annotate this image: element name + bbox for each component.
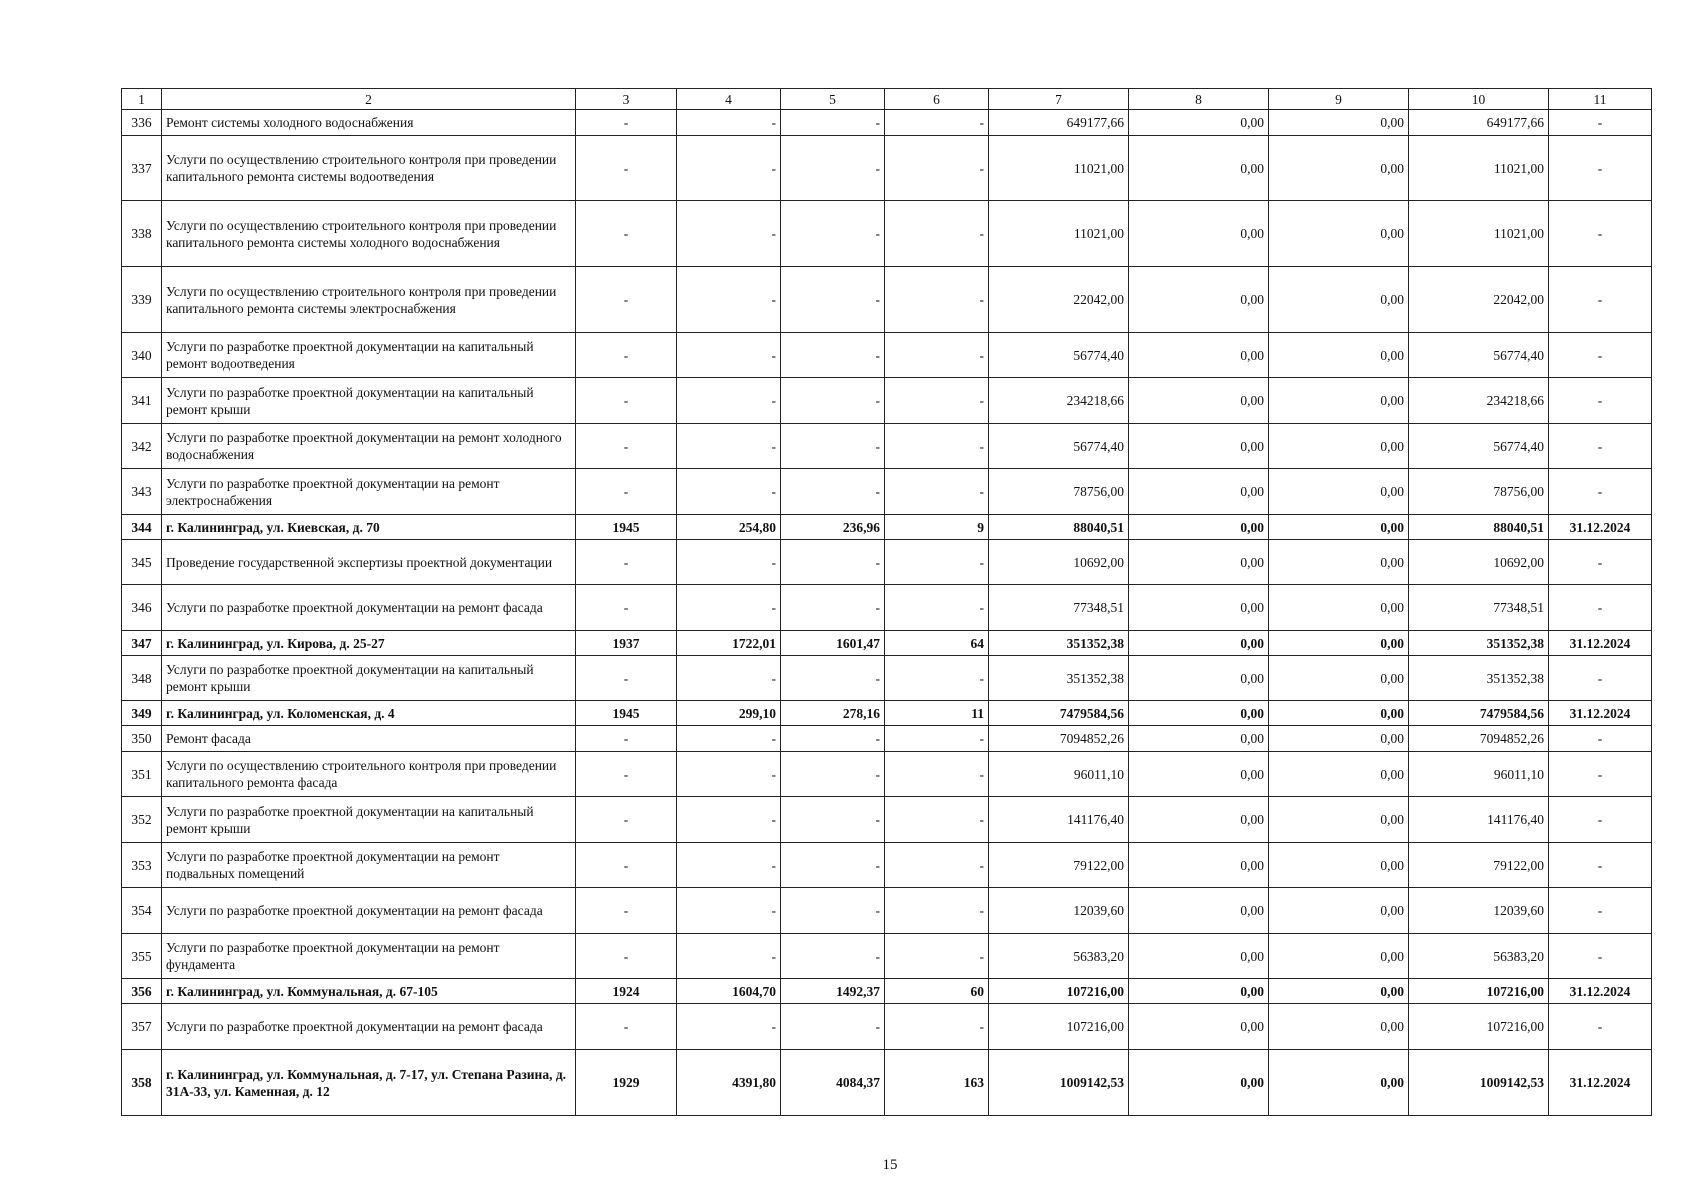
- deadline-cell: -: [1549, 333, 1652, 378]
- total-area-cell: 1722,01: [677, 631, 781, 656]
- deadline-cell: -: [1549, 136, 1652, 201]
- deadline-cell: 31.12.2024: [1549, 701, 1652, 726]
- deadline-cell: -: [1549, 843, 1652, 888]
- budget-cost-cell: 0,00: [1269, 585, 1409, 631]
- budget-cost-cell: 0,00: [1269, 797, 1409, 843]
- header-cell: 3: [576, 89, 677, 110]
- residents-cell: -: [885, 656, 989, 701]
- budget-cost-cell: 0,00: [1269, 979, 1409, 1004]
- budget-cost-cell: 0,00: [1269, 701, 1409, 726]
- total-area-cell: -: [677, 201, 781, 267]
- build-year-cell: -: [576, 201, 677, 267]
- total-cost-cell: 10692,00: [989, 540, 1129, 585]
- owners-cost-cell: 56774,40: [1409, 424, 1549, 469]
- header-cell: 1: [122, 89, 162, 110]
- total-area-cell: -: [677, 656, 781, 701]
- row-number-cell: 352: [122, 797, 162, 843]
- total-cost-cell: 56383,20: [989, 934, 1129, 979]
- fund-cost-cell: 0,00: [1129, 585, 1269, 631]
- row-number-cell: 349: [122, 701, 162, 726]
- deadline-cell: -: [1549, 424, 1652, 469]
- owners-cost-cell: 649177,66: [1409, 110, 1549, 136]
- budget-cost-cell: 0,00: [1269, 752, 1409, 797]
- owners-cost-cell: 107216,00: [1409, 1004, 1549, 1050]
- total-cost-cell: 56774,40: [989, 333, 1129, 378]
- row-number-cell: 336: [122, 110, 162, 136]
- residents-cell: -: [885, 585, 989, 631]
- table-row: [122, 888, 1652, 934]
- total-area-cell: -: [677, 540, 781, 585]
- header-cell: 7: [989, 89, 1129, 110]
- total-cost-cell: 11021,00: [989, 201, 1129, 267]
- residents-cell: -: [885, 378, 989, 424]
- table-row: [122, 752, 1652, 797]
- table-row: [122, 585, 1652, 631]
- work-name-cell: Услуги по осуществлению строительного контроля при проведении капитального ремонта системы электроснабжения: [162, 267, 576, 333]
- owners-cost-cell: 11021,00: [1409, 136, 1549, 201]
- work-name-cell: Услуги по разработке проектной документации на капитальный ремонт водоотведения: [162, 333, 576, 378]
- budget-cost-cell: 0,00: [1269, 843, 1409, 888]
- fund-cost-cell: 0,00: [1129, 469, 1269, 515]
- work-name-cell: Услуги по разработке проектной документации на ремонт фасада: [162, 888, 576, 934]
- residents-cell: -: [885, 1004, 989, 1050]
- build-year-cell: -: [576, 333, 677, 378]
- residents-cell: -: [885, 934, 989, 979]
- owners-cost-cell: 351352,38: [1409, 656, 1549, 701]
- table-row: [122, 934, 1652, 979]
- fund-cost-cell: 0,00: [1129, 979, 1269, 1004]
- deadline-cell: -: [1549, 201, 1652, 267]
- fund-cost-cell: 0,00: [1129, 752, 1269, 797]
- residents-cell: -: [885, 469, 989, 515]
- budget-cost-cell: 0,00: [1269, 201, 1409, 267]
- row-number-cell: 345: [122, 540, 162, 585]
- fund-cost-cell: 0,00: [1129, 797, 1269, 843]
- work-name-cell: Услуги по осуществлению строительного контроля при проведении капитального ремонта системы водоотведения: [162, 136, 576, 201]
- deadline-cell: -: [1549, 540, 1652, 585]
- residents-cell: -: [885, 333, 989, 378]
- build-year-cell: -: [576, 378, 677, 424]
- total-area-cell: -: [677, 110, 781, 136]
- table-row: [122, 797, 1652, 843]
- deadline-cell: 31.12.2024: [1549, 1050, 1652, 1116]
- owners-cost-cell: 10692,00: [1409, 540, 1549, 585]
- fund-cost-cell: 0,00: [1129, 515, 1269, 540]
- budget-cost-cell: 0,00: [1269, 267, 1409, 333]
- budget-cost-cell: 0,00: [1269, 888, 1409, 934]
- table-row: [122, 201, 1652, 267]
- fund-cost-cell: 0,00: [1129, 1004, 1269, 1050]
- row-number-cell: 353: [122, 843, 162, 888]
- work-name-cell: Услуги по разработке проектной документации на капитальный ремонт крыши: [162, 378, 576, 424]
- owners-cost-cell: 12039,60: [1409, 888, 1549, 934]
- deadline-cell: 31.12.2024: [1549, 631, 1652, 656]
- build-year-cell: 1945: [576, 701, 677, 726]
- build-year-cell: -: [576, 136, 677, 201]
- total-area-cell: 299,10: [677, 701, 781, 726]
- total-cost-cell: 107216,00: [989, 1004, 1129, 1050]
- fund-cost-cell: 0,00: [1129, 631, 1269, 656]
- living-area-cell: -: [781, 110, 885, 136]
- living-area-cell: -: [781, 752, 885, 797]
- build-year-cell: -: [576, 843, 677, 888]
- owners-cost-cell: 56383,20: [1409, 934, 1549, 979]
- row-number-cell: 346: [122, 585, 162, 631]
- residents-cell: -: [885, 136, 989, 201]
- residents-cell: -: [885, 888, 989, 934]
- fund-cost-cell: 0,00: [1129, 267, 1269, 333]
- deadline-cell: -: [1549, 752, 1652, 797]
- living-area-cell: -: [781, 201, 885, 267]
- deadline-cell: -: [1549, 656, 1652, 701]
- total-area-cell: 4391,80: [677, 1050, 781, 1116]
- total-cost-cell: 79122,00: [989, 843, 1129, 888]
- build-year-cell: 1937: [576, 631, 677, 656]
- work-name-cell: г. Калининград, ул. Коломенская, д. 4: [162, 701, 576, 726]
- budget-cost-cell: 0,00: [1269, 515, 1409, 540]
- header-cell: 6: [885, 89, 989, 110]
- owners-cost-cell: 7094852,26: [1409, 726, 1549, 752]
- table-row: [122, 540, 1652, 585]
- budget-cost-cell: 0,00: [1269, 424, 1409, 469]
- living-area-cell: 236,96: [781, 515, 885, 540]
- deadline-cell: -: [1549, 726, 1652, 752]
- total-area-cell: -: [677, 267, 781, 333]
- address-row: [122, 701, 1652, 726]
- work-name-cell: Услуги по разработке проектной документации на ремонт фасада: [162, 585, 576, 631]
- owners-cost-cell: 107216,00: [1409, 979, 1549, 1004]
- total-area-cell: -: [677, 1004, 781, 1050]
- header-cell: 9: [1269, 89, 1409, 110]
- build-year-cell: 1945: [576, 515, 677, 540]
- row-number-cell: 356: [122, 979, 162, 1004]
- living-area-cell: -: [781, 378, 885, 424]
- work-name-cell: Услуги по разработке проектной документации на капитальный ремонт крыши: [162, 656, 576, 701]
- table-row: [122, 843, 1652, 888]
- work-name-cell: Услуги по разработке проектной документации на ремонт фундамента: [162, 934, 576, 979]
- header-row: [122, 89, 1652, 110]
- header-cell: 11: [1549, 89, 1652, 110]
- owners-cost-cell: 351352,38: [1409, 631, 1549, 656]
- total-cost-cell: 56774,40: [989, 424, 1129, 469]
- row-number-cell: 340: [122, 333, 162, 378]
- work-name-cell: г. Калининград, ул. Кирова, д. 25-27: [162, 631, 576, 656]
- living-area-cell: 1492,37: [781, 979, 885, 1004]
- living-area-cell: -: [781, 656, 885, 701]
- total-area-cell: -: [677, 797, 781, 843]
- total-cost-cell: 107216,00: [989, 979, 1129, 1004]
- table-row: [122, 656, 1652, 701]
- row-number-cell: 351: [122, 752, 162, 797]
- budget-cost-cell: 0,00: [1269, 333, 1409, 378]
- row-number-cell: 347: [122, 631, 162, 656]
- fund-cost-cell: 0,00: [1129, 333, 1269, 378]
- deadline-cell: -: [1549, 1004, 1652, 1050]
- build-year-cell: 1924: [576, 979, 677, 1004]
- work-name-cell: Ремонт системы холодного водоснабжения: [162, 110, 576, 136]
- deadline-cell: -: [1549, 888, 1652, 934]
- build-year-cell: -: [576, 424, 677, 469]
- fund-cost-cell: 0,00: [1129, 888, 1269, 934]
- total-cost-cell: 351352,38: [989, 656, 1129, 701]
- table-row: [122, 1004, 1652, 1050]
- build-year-cell: -: [576, 585, 677, 631]
- work-name-cell: Услуги по разработке проектной документации на ремонт электроснабжения: [162, 469, 576, 515]
- header-cell: 4: [677, 89, 781, 110]
- deadline-cell: 31.12.2024: [1549, 979, 1652, 1004]
- total-area-cell: -: [677, 934, 781, 979]
- budget-cost-cell: 0,00: [1269, 656, 1409, 701]
- row-number-cell: 338: [122, 201, 162, 267]
- owners-cost-cell: 96011,10: [1409, 752, 1549, 797]
- fund-cost-cell: 0,00: [1129, 201, 1269, 267]
- living-area-cell: -: [781, 585, 885, 631]
- row-number-cell: 354: [122, 888, 162, 934]
- fund-cost-cell: 0,00: [1129, 540, 1269, 585]
- address-row: [122, 1050, 1652, 1116]
- residents-cell: -: [885, 110, 989, 136]
- table-row: [122, 378, 1652, 424]
- fund-cost-cell: 0,00: [1129, 934, 1269, 979]
- build-year-cell: -: [576, 934, 677, 979]
- living-area-cell: -: [781, 136, 885, 201]
- header-cell: 2: [162, 89, 576, 110]
- total-cost-cell: 77348,51: [989, 585, 1129, 631]
- total-cost-cell: 12039,60: [989, 888, 1129, 934]
- header-cell: 10: [1409, 89, 1549, 110]
- owners-cost-cell: 79122,00: [1409, 843, 1549, 888]
- table-row: [122, 136, 1652, 201]
- total-area-cell: 1604,70: [677, 979, 781, 1004]
- budget-cost-cell: 0,00: [1269, 726, 1409, 752]
- work-name-cell: Услуги по разработке проектной документации на ремонт подвальных помещений: [162, 843, 576, 888]
- living-area-cell: -: [781, 726, 885, 752]
- work-name-cell: Проведение государственной экспертизы проектной документации: [162, 540, 576, 585]
- work-name-cell: Ремонт фасада: [162, 726, 576, 752]
- row-number-cell: 341: [122, 378, 162, 424]
- row-number-cell: 337: [122, 136, 162, 201]
- residents-cell: 163: [885, 1050, 989, 1116]
- living-area-cell: 1601,47: [781, 631, 885, 656]
- living-area-cell: -: [781, 424, 885, 469]
- owners-cost-cell: 88040,51: [1409, 515, 1549, 540]
- work-name-cell: Услуги по осуществлению строительного контроля при проведении капитального ремонта фасада: [162, 752, 576, 797]
- living-area-cell: 278,16: [781, 701, 885, 726]
- total-cost-cell: 234218,66: [989, 378, 1129, 424]
- build-year-cell: -: [576, 267, 677, 333]
- total-area-cell: -: [677, 752, 781, 797]
- budget-cost-cell: 0,00: [1269, 1050, 1409, 1116]
- total-area-cell: -: [677, 378, 781, 424]
- living-area-cell: 4084,37: [781, 1050, 885, 1116]
- residents-cell: -: [885, 843, 989, 888]
- total-area-cell: -: [677, 136, 781, 201]
- work-name-cell: г. Калининград, ул. Коммунальная, д. 67-105: [162, 979, 576, 1004]
- fund-cost-cell: 0,00: [1129, 1050, 1269, 1116]
- residents-cell: 64: [885, 631, 989, 656]
- total-area-cell: 254,80: [677, 515, 781, 540]
- row-number-cell: 358: [122, 1050, 162, 1116]
- owners-cost-cell: 56774,40: [1409, 333, 1549, 378]
- owners-cost-cell: 78756,00: [1409, 469, 1549, 515]
- budget-cost-cell: 0,00: [1269, 540, 1409, 585]
- total-cost-cell: 141176,40: [989, 797, 1129, 843]
- build-year-cell: -: [576, 1004, 677, 1050]
- total-area-cell: -: [677, 843, 781, 888]
- row-number-cell: 355: [122, 934, 162, 979]
- total-cost-cell: 649177,66: [989, 110, 1129, 136]
- row-number-cell: 357: [122, 1004, 162, 1050]
- row-number-cell: 350: [122, 726, 162, 752]
- total-cost-cell: 1009142,53: [989, 1050, 1129, 1116]
- budget-cost-cell: 0,00: [1269, 378, 1409, 424]
- total-cost-cell: 78756,00: [989, 469, 1129, 515]
- total-cost-cell: 11021,00: [989, 136, 1129, 201]
- build-year-cell: -: [576, 752, 677, 797]
- build-year-cell: -: [576, 656, 677, 701]
- row-number-cell: 343: [122, 469, 162, 515]
- fund-cost-cell: 0,00: [1129, 110, 1269, 136]
- table-row: [122, 333, 1652, 378]
- owners-cost-cell: 1009142,53: [1409, 1050, 1549, 1116]
- fund-cost-cell: 0,00: [1129, 701, 1269, 726]
- total-area-cell: -: [677, 726, 781, 752]
- header-cell: 8: [1129, 89, 1269, 110]
- work-name-cell: г. Калининград, ул. Коммунальная, д. 7-17, ул. Степана Разина, д. 31А-33, ул. Каменная, д. 12: [162, 1050, 576, 1116]
- total-area-cell: -: [677, 424, 781, 469]
- work-name-cell: Услуги по осуществлению строительного контроля при проведении капитального ремонта системы холодного водоснабжения: [162, 201, 576, 267]
- total-cost-cell: 22042,00: [989, 267, 1129, 333]
- budget-cost-cell: 0,00: [1269, 110, 1409, 136]
- fund-cost-cell: 0,00: [1129, 843, 1269, 888]
- budget-cost-cell: 0,00: [1269, 631, 1409, 656]
- living-area-cell: -: [781, 888, 885, 934]
- living-area-cell: -: [781, 934, 885, 979]
- total-cost-cell: 88040,51: [989, 515, 1129, 540]
- deadline-cell: -: [1549, 378, 1652, 424]
- row-number-cell: 342: [122, 424, 162, 469]
- build-year-cell: -: [576, 469, 677, 515]
- owners-cost-cell: 141176,40: [1409, 797, 1549, 843]
- build-year-cell: -: [576, 888, 677, 934]
- fund-cost-cell: 0,00: [1129, 136, 1269, 201]
- total-area-cell: -: [677, 888, 781, 934]
- work-name-cell: Услуги по разработке проектной документации на ремонт холодного водоснабжения: [162, 424, 576, 469]
- living-area-cell: -: [781, 843, 885, 888]
- build-year-cell: -: [576, 726, 677, 752]
- work-name-cell: г. Калининград, ул. Киевская, д. 70: [162, 515, 576, 540]
- residents-cell: -: [885, 267, 989, 333]
- residents-cell: -: [885, 797, 989, 843]
- table-row: [122, 726, 1652, 752]
- deadline-cell: -: [1549, 267, 1652, 333]
- residents-cell: -: [885, 540, 989, 585]
- fund-cost-cell: 0,00: [1129, 424, 1269, 469]
- table-row: [122, 424, 1652, 469]
- deadline-cell: -: [1549, 110, 1652, 136]
- address-row: [122, 979, 1652, 1004]
- fund-cost-cell: 0,00: [1129, 656, 1269, 701]
- owners-cost-cell: 22042,00: [1409, 267, 1549, 333]
- total-area-cell: -: [677, 469, 781, 515]
- work-name-cell: Услуги по разработке проектной документации на капитальный ремонт крыши: [162, 797, 576, 843]
- address-row: [122, 631, 1652, 656]
- total-cost-cell: 351352,38: [989, 631, 1129, 656]
- address-row: [122, 515, 1652, 540]
- total-area-cell: -: [677, 585, 781, 631]
- owners-cost-cell: 77348,51: [1409, 585, 1549, 631]
- budget-cost-cell: 0,00: [1269, 934, 1409, 979]
- row-number-cell: 344: [122, 515, 162, 540]
- row-number-cell: 339: [122, 267, 162, 333]
- living-area-cell: -: [781, 1004, 885, 1050]
- build-year-cell: -: [576, 110, 677, 136]
- budget-cost-cell: 0,00: [1269, 136, 1409, 201]
- table-row: [122, 110, 1652, 136]
- living-area-cell: -: [781, 540, 885, 585]
- budget-cost-cell: 0,00: [1269, 469, 1409, 515]
- residents-cell: 9: [885, 515, 989, 540]
- deadline-cell: -: [1549, 797, 1652, 843]
- total-cost-cell: 7094852,26: [989, 726, 1129, 752]
- deadline-cell: -: [1549, 934, 1652, 979]
- deadline-cell: -: [1549, 585, 1652, 631]
- header-cell: 5: [781, 89, 885, 110]
- build-year-cell: 1929: [576, 1050, 677, 1116]
- build-year-cell: -: [576, 797, 677, 843]
- deadline-cell: -: [1549, 469, 1652, 515]
- budget-cost-cell: 0,00: [1269, 1004, 1409, 1050]
- owners-cost-cell: 234218,66: [1409, 378, 1549, 424]
- residents-cell: 11: [885, 701, 989, 726]
- living-area-cell: -: [781, 267, 885, 333]
- total-cost-cell: 96011,10: [989, 752, 1129, 797]
- build-year-cell: -: [576, 540, 677, 585]
- work-name-cell: Услуги по разработке проектной документации на ремонт фасада: [162, 1004, 576, 1050]
- residents-cell: 60: [885, 979, 989, 1004]
- residents-cell: -: [885, 424, 989, 469]
- table-row: [122, 469, 1652, 515]
- residents-cell: -: [885, 726, 989, 752]
- data-table: [121, 88, 1652, 1116]
- total-area-cell: -: [677, 333, 781, 378]
- owners-cost-cell: 11021,00: [1409, 201, 1549, 267]
- owners-cost-cell: 7479584,56: [1409, 701, 1549, 726]
- deadline-cell: 31.12.2024: [1549, 515, 1652, 540]
- living-area-cell: -: [781, 797, 885, 843]
- table-row: [122, 267, 1652, 333]
- residents-cell: -: [885, 752, 989, 797]
- page-number: 15: [882, 1157, 898, 1173]
- residents-cell: -: [885, 201, 989, 267]
- row-number-cell: 348: [122, 656, 162, 701]
- living-area-cell: -: [781, 469, 885, 515]
- living-area-cell: -: [781, 333, 885, 378]
- total-cost-cell: 7479584,56: [989, 701, 1129, 726]
- fund-cost-cell: 0,00: [1129, 378, 1269, 424]
- fund-cost-cell: 0,00: [1129, 726, 1269, 752]
